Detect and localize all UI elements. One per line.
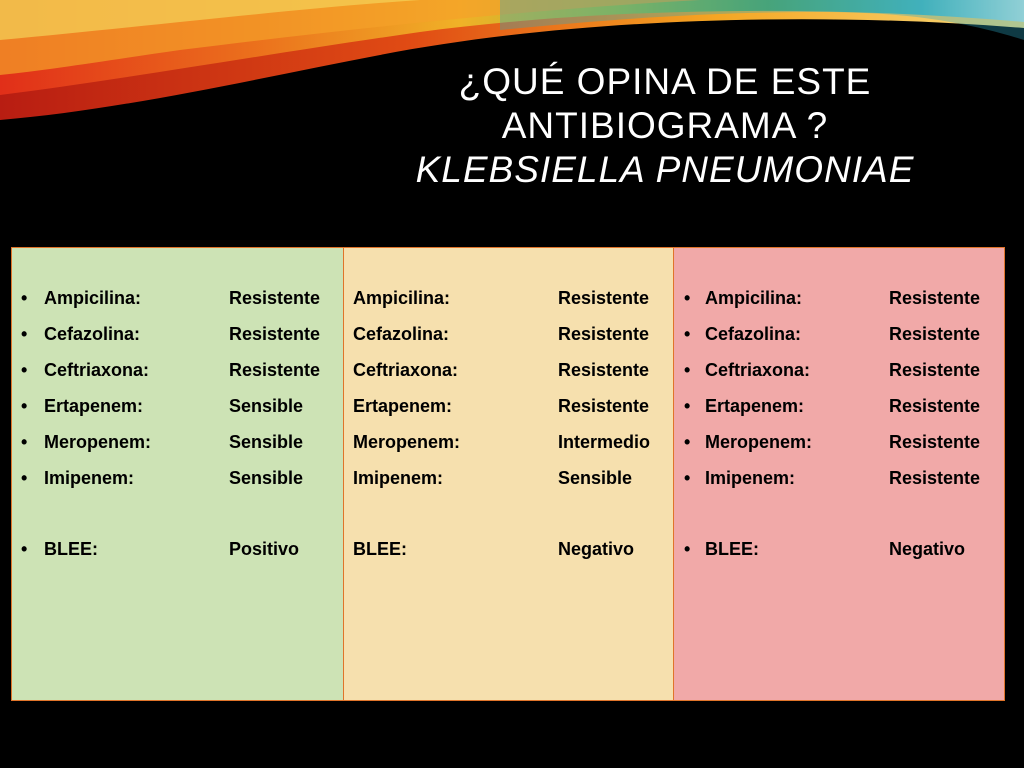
drug-label: Ampicilina: — [353, 288, 451, 308]
result-value: Resistente — [229, 288, 321, 308]
slide-title — [400, 60, 930, 192]
result-value: Resistente — [558, 324, 650, 344]
result-value: Resistente — [889, 288, 981, 308]
bullet-icon: • — [21, 432, 28, 452]
result-value: Resistente — [558, 288, 650, 308]
bullet-icon: • — [684, 360, 691, 380]
result-value: Sensible — [229, 396, 304, 416]
result-value: Positivo — [229, 539, 300, 559]
drug-label: Ceftriaxona: — [705, 360, 811, 380]
title-line-3: KLEBSIELLA PNEUMONIAE — [415, 149, 915, 190]
drug-label: Cefazolina: — [44, 324, 141, 344]
result-value: Resistente — [889, 468, 981, 488]
antibiogram-panel-1 — [11, 247, 344, 701]
drug-label: Meropenem: — [44, 432, 152, 452]
bullet-icon: • — [684, 324, 691, 344]
drug-label: Ertapenem: — [44, 396, 144, 416]
result-value: Negativo — [558, 539, 635, 559]
drug-label: BLEE: — [353, 539, 407, 559]
drug-label: Meropenem: — [353, 432, 461, 452]
result-value: Resistente — [889, 324, 981, 344]
drug-label: Cefazolina: — [705, 324, 802, 344]
drug-label: BLEE: — [44, 539, 98, 559]
drug-label: Imipenem: — [353, 468, 444, 488]
drug-label: Imipenem: — [705, 468, 796, 488]
bullet-icon: • — [684, 288, 691, 308]
drug-label: Cefazolina: — [353, 324, 450, 344]
result-value: Resistente — [229, 360, 321, 380]
bullet-icon: • — [21, 324, 28, 344]
result-value: Resistente — [229, 324, 321, 344]
result-value: Resistente — [558, 396, 650, 416]
bullet-icon: • — [684, 539, 691, 559]
result-value: Resistente — [889, 432, 981, 452]
result-value: Intermedio — [558, 432, 651, 452]
drug-label: Meropenem: — [705, 432, 813, 452]
drug-label: Imipenem: — [44, 468, 135, 488]
bullet-icon: • — [21, 288, 28, 308]
bullet-icon: • — [684, 396, 691, 416]
bullet-icon: • — [684, 432, 691, 452]
title-line-2: ANTIBIOGRAMA ? — [501, 105, 829, 146]
title-line-1: ¿QUÉ OPINA DE ESTE — [458, 61, 872, 102]
result-value: Resistente — [889, 360, 981, 380]
bullet-icon: • — [21, 468, 28, 488]
drug-label: Ampicilina: — [705, 288, 803, 308]
result-value: Negativo — [889, 539, 966, 559]
result-value: Resistente — [558, 360, 650, 380]
bullet-icon: • — [21, 360, 28, 380]
drug-label: Ceftriaxona: — [44, 360, 150, 380]
drug-label: Ertapenem: — [705, 396, 805, 416]
antibiogram-panel-3 — [673, 247, 1005, 701]
drug-label: Ampicilina: — [44, 288, 142, 308]
result-value: Sensible — [558, 468, 633, 488]
result-value: Sensible — [229, 432, 304, 452]
drug-label: Ertapenem: — [353, 396, 453, 416]
bullet-icon: • — [21, 396, 28, 416]
drug-label: Ceftriaxona: — [353, 360, 459, 380]
antibiogram-panel-2 — [343, 247, 674, 701]
bullet-icon: • — [684, 468, 691, 488]
bullet-icon: • — [21, 539, 28, 559]
drug-label: BLEE: — [705, 539, 759, 559]
result-value: Resistente — [889, 396, 981, 416]
result-value: Sensible — [229, 468, 304, 488]
